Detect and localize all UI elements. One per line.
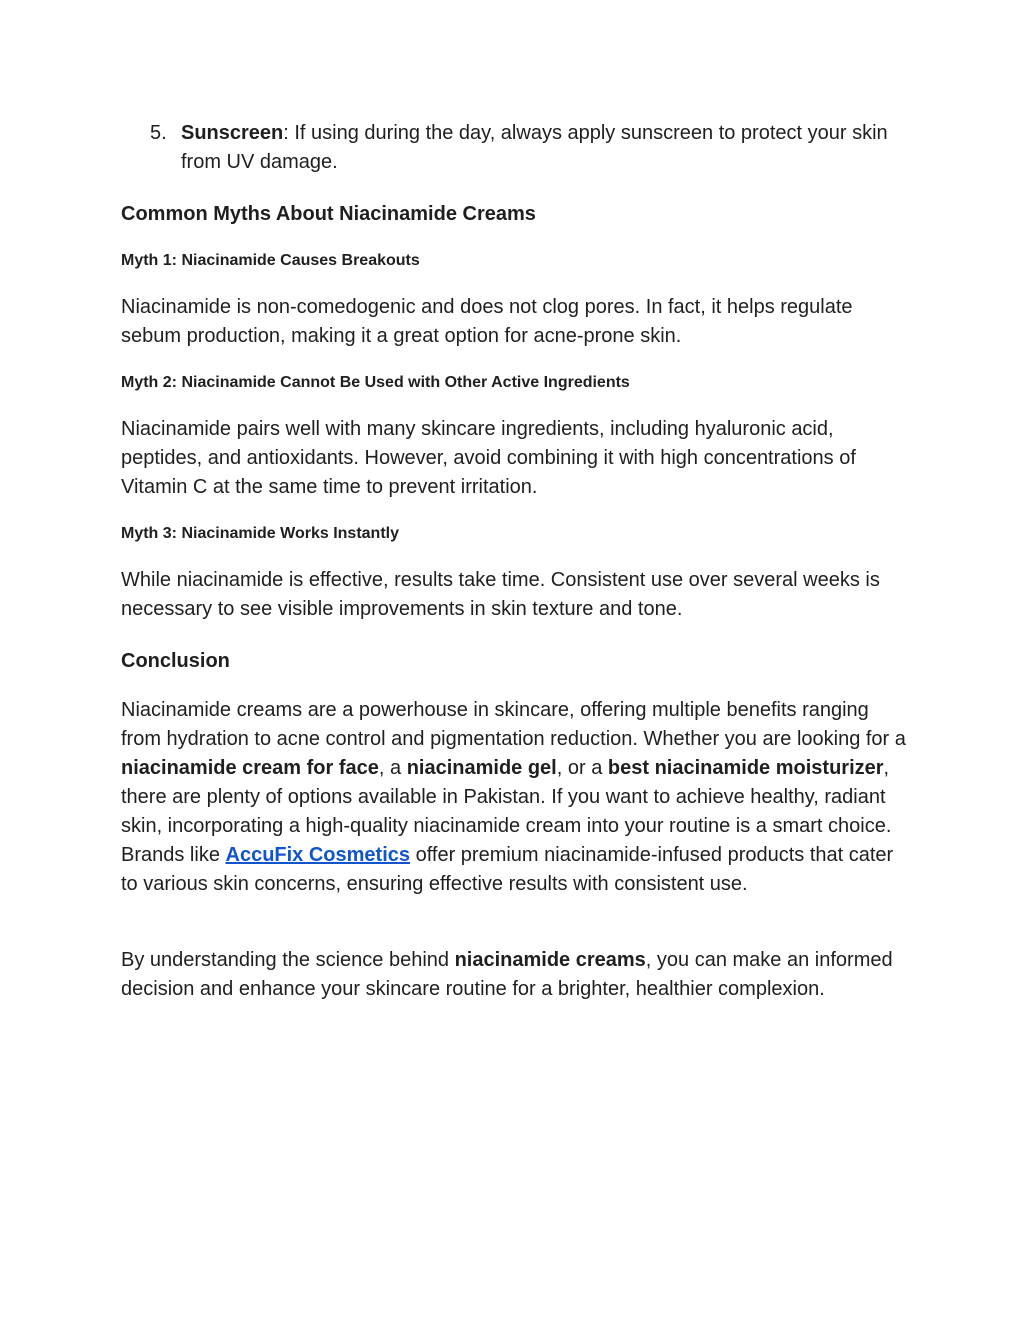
- myth1-title: Myth 1: Niacinamide Causes Breakouts: [121, 252, 420, 269]
- text-segment: By understanding the science behind: [121, 949, 455, 971]
- conclusion-paragraph-2: [121, 946, 911, 1004]
- myth3-body: While niacinamide is effective, results take time. Consistent use over several weeks is necessary to see visible improvements in skin texture and tone.: [121, 569, 880, 620]
- list-number: 5.: [150, 122, 167, 144]
- text-segment: Niacinamide creams are a powerhouse in skincare, offering multiple benefits ranging from hydration to acne control and pigmentation reduction. Whether you are looking for a: [121, 699, 906, 750]
- text-segment: , there are plenty of options available in Pakistan. If you want to achieve healthy, radiant skin, incorporating a high-quality niacinamide cream into your routine is a smart choice. Brands like: [121, 757, 892, 866]
- text-segment: , a: [378, 757, 407, 779]
- accufix-cosmetics-link[interactable]: AccuFix Cosmetics: [225, 844, 411, 866]
- list-item-text: [181, 119, 911, 177]
- myth3-title: Myth 3: Niacinamide Works Instantly: [121, 525, 399, 542]
- list-item-description: : If using during the day, always apply sunscreen to protect your skin from UV damage.: [181, 122, 888, 173]
- list-item-term: Sunscreen: [181, 122, 284, 144]
- myth2-body: Niacinamide pairs well with many skincare ingredients, including hyaluronic acid, peptides, and antioxidants. However, avoid combining it with high concentrations of Vitamin C at the same time to prevent irritation.: [121, 418, 856, 498]
- text-segment: , you can make an informed decision and enhance your skincare routine for a brighter, healthier complexion.: [121, 949, 893, 1000]
- myth1-body: Niacinamide is non-comedogenic and does not clog pores. In fact, it helps regulate sebum production, making it a great option for acne-prone skin.: [121, 296, 853, 347]
- keyword-niacinamide-gel: niacinamide gel: [406, 757, 557, 779]
- text-segment: , or a: [556, 757, 608, 779]
- keyword-cream-for-face: niacinamide cream for face: [121, 757, 379, 779]
- conclusion-paragraph-1: [121, 696, 911, 899]
- myth2-title: Myth 2: Niacinamide Cannot Be Used with Other Active Ingredients: [121, 374, 630, 391]
- myths-heading: Common Myths About Niacinamide Creams: [121, 203, 536, 225]
- keyword-niacinamide-creams: niacinamide creams: [454, 949, 646, 971]
- conclusion-heading: Conclusion: [121, 650, 230, 672]
- keyword-best-moisturizer: best niacinamide moisturizer: [607, 757, 884, 779]
- text-segment: offer premium niacinamide-infused products that cater to various skin concerns, ensuring effective results with consistent use.: [121, 844, 894, 895]
